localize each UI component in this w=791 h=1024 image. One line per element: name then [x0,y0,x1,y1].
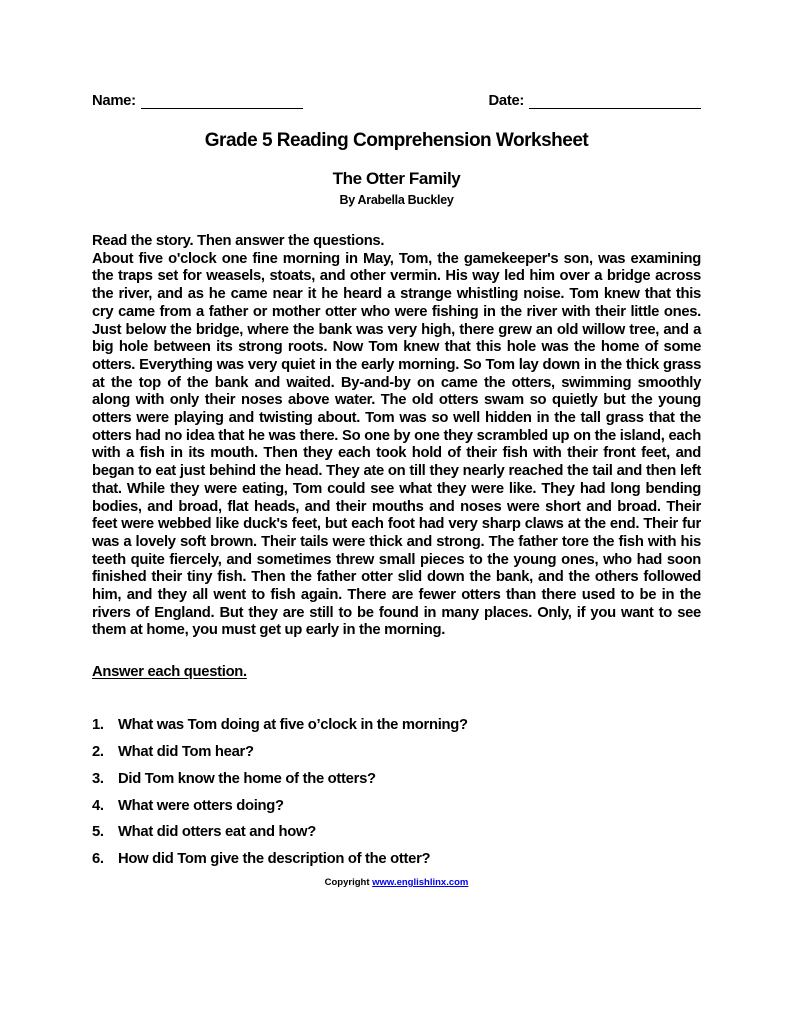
question-text: What was Tom doing at five o’clock in the morning? [118,717,468,734]
copyright-footer [92,877,701,888]
question-number: 3. [92,770,104,787]
name-label: Name: [92,93,136,109]
story-byline: By Arabella Buckley [339,193,454,207]
englishlinx-link[interactable]: www.englishlinx.com [372,876,469,888]
question-text: What were otters doing? [118,797,284,814]
worksheet-title: Grade 5 Reading Comprehension Worksheet [204,130,589,151]
question-item-1 [92,716,701,734]
question-text: What did Tom hear? [118,743,254,760]
name-field [92,93,303,109]
question-item-6 [92,850,701,868]
date-label: Date: [488,93,524,109]
question-item-3 [92,770,701,788]
question-number: 6. [92,851,104,868]
question-number: 4. [92,797,104,814]
date-field [489,93,702,109]
name-date-row [92,93,701,109]
answer-section-heading: Answer each question. [92,664,247,681]
question-text: How did Tom give the description of the otter? [118,851,431,868]
copyright-label: Copyright [324,876,373,888]
date-blank-line [529,95,701,109]
question-item-4 [92,797,701,815]
instruction-text: Read the story. Then answer the questions. [92,233,385,249]
story-passage: About five o'clock one fine morning in May, Tom, the gamekeeper's son, was examining the traps set for weasels, stoats, and other vermin. His way led him over a bridge across the river, and as he came near it he heard a strange whistling noise. Tom knew that this cry came from a father or mother otter who were fishing in the river with their little ones. Just below the bridge, where the bank was very high, there grew an old willow tree, and a big hole between its strong roots. Now Tom knew that this hole was the home of some otters. Everything was very quiet in the early morning. So Tom lay down in the thick grass at the top of the bank and waited. By-and-by on came the otters, swimming smoothly along with only their noses above water. The old otters swam so quietly but the young otters were playing and twisting about. Tom was so well hidden in the tall grass that the otters had no idea that he was there. So one by one they scrambled up on the island, each with a fish in its mouth. Then they each took hold of their fish with their front feet, and began to eat just behind the head. They ate on till they nearly reached the tail and then left that. While they were eating, Tom could see what they were like. They had long bending bodies, and broad, flat heads, and their mouths and noses were short and broad. Their feet were webbed like duck's feet, but each foot had very sharp claws at the end. Their fur was a lovely soft brown. Their tails were thick and strong. The father tore the fish with his teeth quite fiercely, and sometimes threw small pieces to the young ones, who had soon finished their tiny fish. Then the father otter slid down the bank, and the others followed him, and they all went to fish again. There are fewer otters than there used to be in the rivers of England. But they are still to be found in many places. Only, if you want to see them at home, you must get up early in the morning. [92,250,701,639]
question-item-2 [92,743,701,761]
question-number: 5. [92,824,104,841]
question-text: What did otters eat and how? [118,824,316,841]
name-blank-line [141,95,303,109]
question-list [92,716,701,868]
question-number: 2. [92,743,104,760]
question-number: 1. [92,717,104,734]
question-text: Did Tom know the home of the otters? [118,770,376,787]
story-title: The Otter Family [332,169,461,188]
question-item-5 [92,823,701,841]
